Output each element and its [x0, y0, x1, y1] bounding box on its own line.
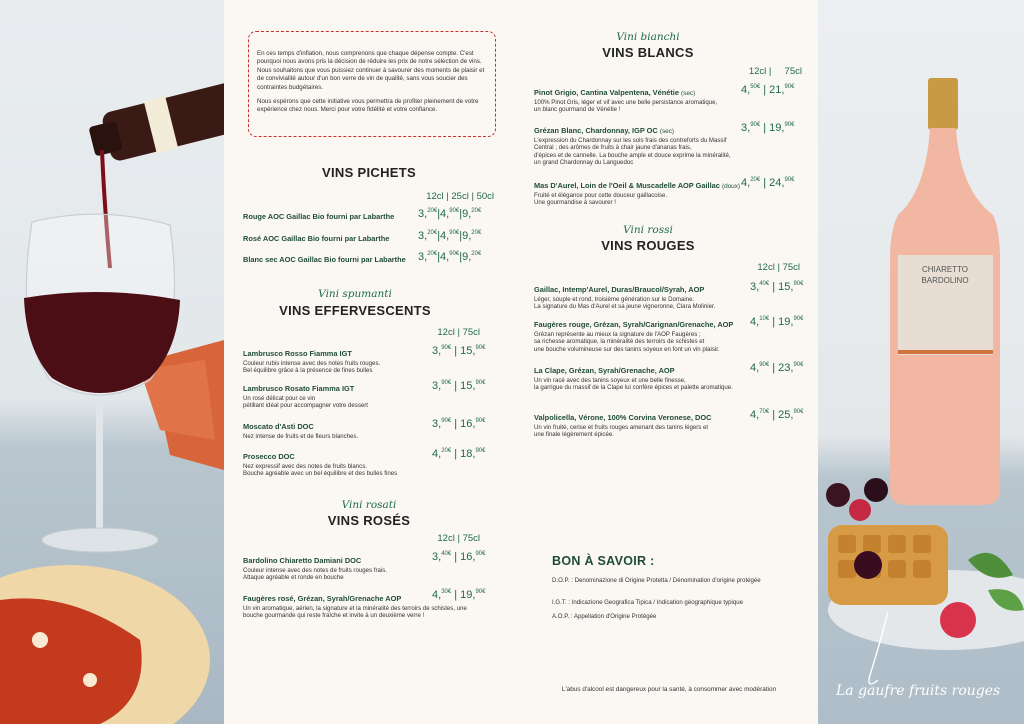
- wine-menu-page: [224, 0, 818, 724]
- alcohol-warning: L'abus d'alcool est dangereux pour la santé, à consommer avec modération: [561, 686, 777, 693]
- section-title-rouges: VINS ROUGES: [601, 238, 695, 253]
- menu-item: Lambrusco Rosato Fiamma IGT Un rosé délicat pour ce vin pétillant idéal pour accompagner votre dessert: [243, 384, 368, 410]
- menu-item: Faugères rouge, Grézan, Syrah/Carignan/Grenache, AOP Grézan représente au mieux la signature de l'AOP Faugères ; sa richesse aromatique, la minéralité des terroirs de schistes et une bouche volumineuse sur des tanins soyeux en font un vin plaisir.: [534, 320, 734, 353]
- section-subtitle-effervescents: Vini spumanti: [318, 288, 392, 300]
- item-price: 3,$^{90€}$ | 16,$^{90€}$: [432, 418, 486, 430]
- rose-bottle-photo: [818, 0, 1024, 724]
- item-price: 3,$^{20€}$|4,$^{90€}$|9,$^{20€}$: [418, 230, 482, 242]
- item-price: 4,$^{20€}$ | 24,$^{90€}$: [741, 177, 795, 189]
- menu-item: Valpolicella, Vérone, 100% Corvina Veronese, DOC Un vin fruité, cerise et fruits rouges amenant des tanins légers et une finale légèrement épicée.: [534, 413, 712, 439]
- item-price: 3,$^{20€}$|4,$^{90€}$|9,$^{20€}$: [418, 208, 482, 220]
- item-price: 3,$^{20€}$|4,$^{90€}$|9,$^{20€}$: [418, 251, 482, 263]
- bon-a-savoir-line: I.G.T. : Indicazione Geografica Tipica / Indication géographique typique: [552, 599, 744, 606]
- item-price: 4,$^{70€}$ | 25,$^{90€}$: [750, 409, 804, 421]
- menu-item: La Clape, Grézan, Syrah/Grenache, AOP Un vin racé avec des tanins soyeux et une belle finesse, la garrigue du massif de la Clape lui confère épices et palette aromatique.: [534, 366, 733, 392]
- item-price: 4,$^{90€}$ | 23,$^{90€}$: [750, 362, 804, 374]
- menu-item: Lambrusco Rosso Fiamma IGT Couleur rubis intense avec des notes fruits rouges. Bel équilibre grâce à la présence de fines bulles: [243, 349, 381, 375]
- item-price: 3,$^{90€}$ | 19,$^{90€}$: [741, 122, 795, 134]
- item-name: Rouge AOC Gaillac Bio fourni par Labarthe: [243, 212, 395, 221]
- menu-item: Prosecco DOC Nez expressif avec des notes de fruits blancs. Bouche agréable avec un bel équilibre et des bulles fines: [243, 452, 398, 478]
- sizes-blancs: 12cl | 75cl: [748, 66, 802, 77]
- menu-item: Pinot Grigio, Cantina Valpentena, Vénétie (sec) 100% Pinot Gris, léger et vif avec une belle persistance aromatique, un blanc gourmand de Vénétie !: [534, 88, 718, 114]
- item-price: 3,$^{40€}$ | 15,$^{90€}$: [750, 281, 804, 293]
- item-price: 4,$^{30€}$ | 19,$^{90€}$: [432, 589, 486, 601]
- wine-glass-photo: [0, 0, 224, 724]
- sizes-roses: 12cl | 75cl: [437, 533, 480, 544]
- menu-item: Faugères rosé, Grézan, Syrah/Grenache AOP Un vin aromatique, aérien, la signature et la minéralité des terroirs de schistes, une bouche gourmande qui reste fraîche et invite à un deuxième verre !: [243, 594, 467, 620]
- sizes-pichets: 12cl | 25cl | 50cl: [426, 191, 494, 202]
- intro-paragraph-1: En ces temps d'inflation, nous comprenons que chaque dépense compte. C'est pourquoi nous avons pris la décision de réduire les prix de notre sélection de vins. Nous souhaitons que vous puissiez continuer à savourer des moments de plaisir et de convivialité autour d'un bon verre de vin de qualité, sans vous soucier des contraintes budgétaires.: [257, 50, 485, 91]
- menu-item: [243, 255, 406, 264]
- item-price: 3,$^{90€}$ | 15,$^{90€}$: [432, 345, 486, 357]
- item-price: 3,$^{40€}$ | 16,$^{90€}$: [432, 551, 486, 563]
- section-title-roses: VINS ROSÉS: [327, 513, 411, 528]
- menu-item: Gaillac, Intemp'Aurel, Duras/Braucol/Syrah, AOP Léger, souple et rond, troisième génération sur le Domaine. La signature du Mas d'Aurel et sa jeune vigneronne, Clara Molinier.: [534, 285, 716, 311]
- section-title-pichets: VINS PICHETS: [322, 165, 416, 180]
- intro-box: [248, 31, 496, 137]
- menu-item: Mas D'Aurel, Loin de l'Oeil & Muscadelle AOP Gaillac (doux) Fruité et élégance pour cette douceur gaillacoise. Une gourmandise à savourer !: [534, 181, 741, 207]
- item-name: Rosé AOC Gaillac Bio fourni par Labarthe: [243, 234, 390, 243]
- bottle-dessert-illustration: [818, 0, 1024, 724]
- wine-pour-illustration: [0, 0, 224, 724]
- menu-item: [243, 212, 394, 221]
- item-name: Blanc sec AOC Gaillac Bio fourni par Labarthe: [243, 255, 406, 264]
- section-title-blancs: VINS BLANCS: [602, 45, 694, 60]
- bon-a-savoir-line: A.O.P. : Appellation d'Origine Protégée: [552, 613, 657, 620]
- section-subtitle-roses: Vini rosati: [341, 499, 397, 511]
- intro-paragraph-2: Nous espérons que cette initiative vous permettra de profiter pleinement de votre expérience chez nous. Merci pour votre fidélité et votre confiance.: [257, 98, 479, 114]
- menu-left-column: [224, 0, 514, 724]
- menu-item: Moscato d'Asti DOC Nez intense de fruits et de fleurs blanches.: [243, 422, 359, 440]
- item-price: 4,$^{50€}$ | 21,$^{90€}$: [741, 84, 795, 96]
- item-price: 3,$^{90€}$ | 15,$^{90€}$: [432, 380, 486, 392]
- sizes-effervescents: 12cl | 75cl: [437, 327, 480, 338]
- menu-item: Bardolino Chiaretto Damiani DOC Couleur intense avec des notes de fruits rouges frais. Attaque agréable et ronde en bouche: [243, 556, 387, 582]
- bon-a-savoir-title: BON À SAVOIR :: [552, 554, 655, 568]
- menu-right-column: [520, 0, 818, 724]
- photo-caption: La gaufre fruits rouges: [836, 683, 1001, 699]
- section-subtitle-rouges: Vini rossi: [623, 224, 673, 236]
- bon-a-savoir-line: D.O.P. : Denominazione di Origine Protetta / Dénomination d'origine protégée: [552, 577, 761, 584]
- bottle-label-line1: CHIARETTO: [921, 265, 969, 274]
- section-subtitle-blancs: Vini bianchi: [616, 31, 680, 43]
- bottle-label-line2: BARDOLINO: [921, 276, 969, 285]
- item-price: 4,$^{10€}$ | 19,$^{90€}$: [750, 316, 804, 328]
- sizes-rouges: 12cl | 75cl: [757, 262, 800, 273]
- menu-item: [243, 234, 389, 243]
- section-title-effervescents: VINS EFFERVESCENTS: [279, 303, 431, 318]
- item-price: 4,$^{20€}$ | 18,$^{90€}$: [432, 448, 486, 460]
- menu-item: Grézan Blanc, Chardonnay, IGP OC (sec) L'expression du Chardonnay sur les sols frais des contreforts du Massif Central ; des arômes de fruits à chair jaune d'ananas frais, d'épices et de cannelle. La bouche ample et douce exprime la minéralité, un grand Chardonnay du Languedoc: [534, 126, 731, 167]
